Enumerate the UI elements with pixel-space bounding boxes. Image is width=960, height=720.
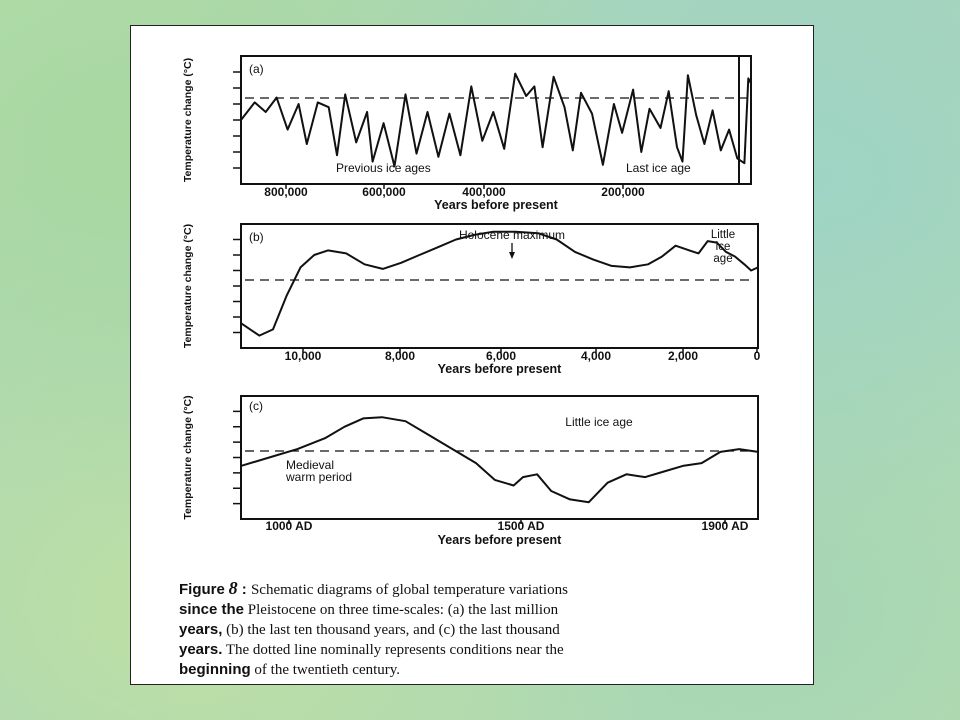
chart-panel-3 bbox=[182, 395, 758, 547]
caption-bold-2: since the bbox=[179, 601, 245, 618]
figure-caption bbox=[179, 579, 779, 680]
caption-line-4 bbox=[179, 640, 779, 660]
chart-panel-2 bbox=[182, 224, 761, 376]
annotation-medieval-warm-period: Medieval warm period bbox=[286, 458, 353, 484]
figure-charts bbox=[131, 26, 815, 586]
x-tick-label: 400,000 bbox=[462, 185, 506, 199]
plot-frame bbox=[241, 224, 758, 348]
caption-line-1 bbox=[179, 579, 779, 600]
x-tick-label: 1500 AD bbox=[497, 519, 545, 533]
x-tick-label: 200,000 bbox=[601, 185, 645, 199]
caption-bold-4: years. bbox=[179, 641, 223, 658]
x-tick-label: 0 bbox=[753, 349, 761, 363]
caption-bold-3: years, bbox=[179, 621, 223, 638]
y-axis-label: Temperature change (°C) bbox=[182, 223, 194, 349]
x-tick-label: 800,000 bbox=[264, 185, 308, 199]
caption-bold-5: beginning bbox=[179, 661, 251, 678]
x-tick-label: 2,000 bbox=[667, 349, 699, 363]
caption-text-3: (b) the last ten thousand years, and (c) the last thousand bbox=[222, 622, 560, 638]
y-axis-label: Temperature change (°C) bbox=[182, 57, 194, 183]
x-axis-label: Years before present bbox=[437, 533, 562, 547]
x-tick-label: 10,000 bbox=[284, 349, 322, 363]
x-axis-label: Years before present bbox=[434, 198, 558, 212]
caption-text-4: The dotted line nominally represents conditions near the bbox=[222, 642, 564, 658]
caption-text-2: Pleistocene on three time-scales: (a) the last million bbox=[244, 602, 559, 618]
caption-text-1: Schematic diagrams of global temperature variations bbox=[250, 582, 568, 598]
annotation-little-ice-age: Little ice age bbox=[710, 229, 736, 265]
panel-label: (b) bbox=[249, 230, 264, 244]
annotation-text: Little ice age bbox=[565, 415, 633, 429]
chart-panel-1 bbox=[182, 56, 751, 212]
x-axis-label: Years before present bbox=[437, 362, 562, 376]
panel-label: (a) bbox=[249, 62, 264, 76]
annotation-text: Holocene maximum bbox=[458, 228, 566, 242]
caption-line-3 bbox=[179, 620, 779, 640]
caption-text-5: of the twentieth century. bbox=[250, 662, 401, 678]
x-tick-label: 1000 AD bbox=[265, 519, 313, 533]
figure-card bbox=[130, 25, 814, 685]
caption-figure-number: 8 bbox=[228, 578, 238, 598]
x-tick-label: 4,000 bbox=[580, 349, 612, 363]
panel-label: (c) bbox=[249, 399, 263, 413]
holocene-arrow-head bbox=[509, 252, 515, 259]
annotation-text: Last ice age bbox=[626, 161, 691, 175]
caption-line-5 bbox=[179, 660, 779, 680]
caption-line-2 bbox=[179, 600, 779, 620]
annotation-text: Previous ice ages bbox=[336, 161, 431, 175]
y-axis-label: Temperature change (°C) bbox=[182, 395, 194, 520]
x-tick-label: 8,000 bbox=[384, 349, 416, 363]
x-tick-label: 1900 AD bbox=[701, 519, 749, 533]
temperature-series-line bbox=[241, 74, 751, 167]
x-tick-label: 6,000 bbox=[485, 349, 517, 363]
temperature-series-line bbox=[241, 232, 758, 336]
caption-figure-word: Figure bbox=[179, 581, 225, 598]
caption-separator: : bbox=[237, 581, 251, 598]
x-tick-label: 600,000 bbox=[362, 185, 406, 199]
